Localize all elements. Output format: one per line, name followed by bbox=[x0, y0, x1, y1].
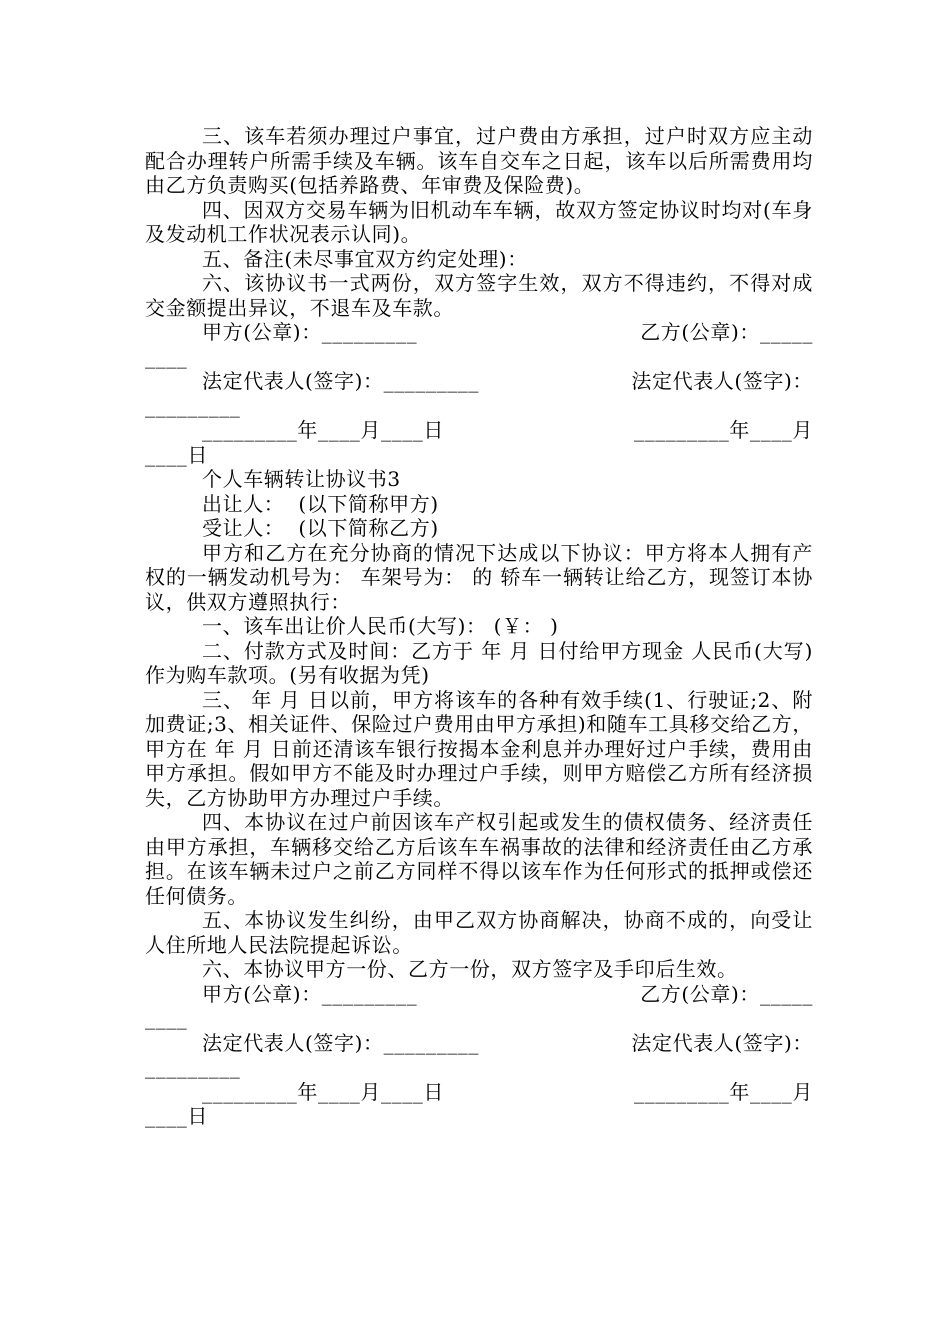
party-a-date: _________年____月____日 bbox=[202, 1079, 444, 1104]
clause-5-disputes: 五、本协议发生纠纷，由甲乙双方协商解决，协商不成的，向受让人住所地人民法院提起诉讼。 bbox=[145, 908, 813, 957]
date-row bbox=[145, 1080, 813, 1105]
party-b-seal-continued: ____ bbox=[145, 1006, 188, 1030]
party-b-seal: 乙方(公章)：_____ bbox=[640, 981, 813, 1006]
party-a-seal: 甲方(公章)：_________ bbox=[202, 981, 418, 1006]
party-b-representative: 法定代表人(签字)： bbox=[631, 1030, 813, 1055]
seal-row bbox=[145, 982, 813, 1007]
party-a-representative: 法定代表人(签字)：_________ bbox=[202, 1030, 480, 1055]
clause-4-condition: 四、因双方交易车辆为旧机动车车辆，故双方签定协议时均对(车身及发动机工作状况表示认同)。 bbox=[145, 197, 813, 246]
party-a-representative: 法定代表人(签字)：_________ bbox=[202, 369, 480, 393]
seal-row bbox=[145, 320, 813, 345]
date-row bbox=[145, 418, 813, 443]
clause-3-transfer: 三、该车若须办理过户事宜，过户费由方承担，过户时双方应主动配合办理转户所需手续及车辆。该车自交车之日起，该车以后所需费用均由乙方负责购买(包括养路费、年审费及保险费)。 bbox=[145, 124, 813, 197]
representative-row bbox=[145, 1031, 813, 1056]
party-b-date: _________年____月 bbox=[634, 418, 813, 442]
clause-6-copies: 六、该协议书一式两份，双方签字生效，双方不得违约，不得对成交金额提出异议，不退车及车款。 bbox=[145, 271, 813, 320]
buyer-line: 受让人： (以下简称乙方) bbox=[202, 516, 439, 540]
party-a-date: _________年____月____日 bbox=[202, 418, 444, 442]
party-b-date-continued: ____日 bbox=[145, 442, 208, 467]
clause-2-payment: 二、付款方式及时间：乙方于 年 月 日付给甲方现金 人民币(大写) 作为购车款项。(另有收据为凭) bbox=[145, 638, 813, 687]
document-page bbox=[145, 124, 813, 1129]
party-a-seal: 甲方(公章)：_________ bbox=[202, 320, 418, 344]
clause-5-remarks: 五、备注(未尽事宜双方约定处理)： bbox=[202, 246, 528, 271]
clause-6-effect: 六、本协议甲方一份、乙方一份，双方签字及手印后生效。 bbox=[202, 957, 738, 981]
party-b-representative: 法定代表人(签字)： bbox=[631, 369, 813, 393]
signature-block-1 bbox=[145, 320, 813, 467]
seller-line: 出让人： (以下简称甲方) bbox=[202, 491, 439, 516]
clause-1-price: 一、该车出让价人民币(大写)： (￥： ) bbox=[202, 614, 559, 638]
party-b-date: _________年____月 bbox=[634, 1079, 813, 1104]
agreement-intro: 甲方和乙方在充分协商的情况下达成以下协议：甲方将本人拥有产权的一辆发动机号为： 车架号为： 的 轿车一辆转让给乙方，现签订本协议，供双方遵照执行： bbox=[145, 540, 813, 614]
party-b-date-continued: ____日 bbox=[145, 1104, 208, 1128]
representative-row bbox=[145, 369, 813, 394]
party-b-seal-continued: ____ bbox=[145, 344, 188, 369]
party-b-representative-continued: _________ bbox=[145, 393, 241, 418]
clause-4-liability: 四、本协议在过户前因该车产权引起或发生的债权债务、经济责任由甲方承担，车辆移交给乙方后该车车祸事故的法律和经济责任由乙方承担。在该车辆未过户之前乙方同样不得以该车作为任何形式的抵押或偿还任何债务。 bbox=[145, 810, 813, 908]
clause-3-documents: 三、 年 月 日以前，甲方将该车的各种有效手续(1、行驶证;2、附加费证;3、相关证件、保险过户费用由甲方承担)和随车工具移交给乙方，甲方在 年 月 日前还清该车银行按揭本金利息并办理好过户手续，费用由甲方承担。假如甲方不能及时办理过户手续，则甲方赔偿乙方所有经济损失，乙方协助甲方办理过户手续。 bbox=[145, 687, 813, 810]
signature-block-2 bbox=[145, 982, 813, 1129]
party-b-seal: 乙方(公章)：_____ bbox=[640, 320, 813, 344]
agreement-title: 个人车辆转让协议书3 bbox=[202, 467, 401, 491]
party-b-representative-continued: _________ bbox=[145, 1055, 241, 1079]
